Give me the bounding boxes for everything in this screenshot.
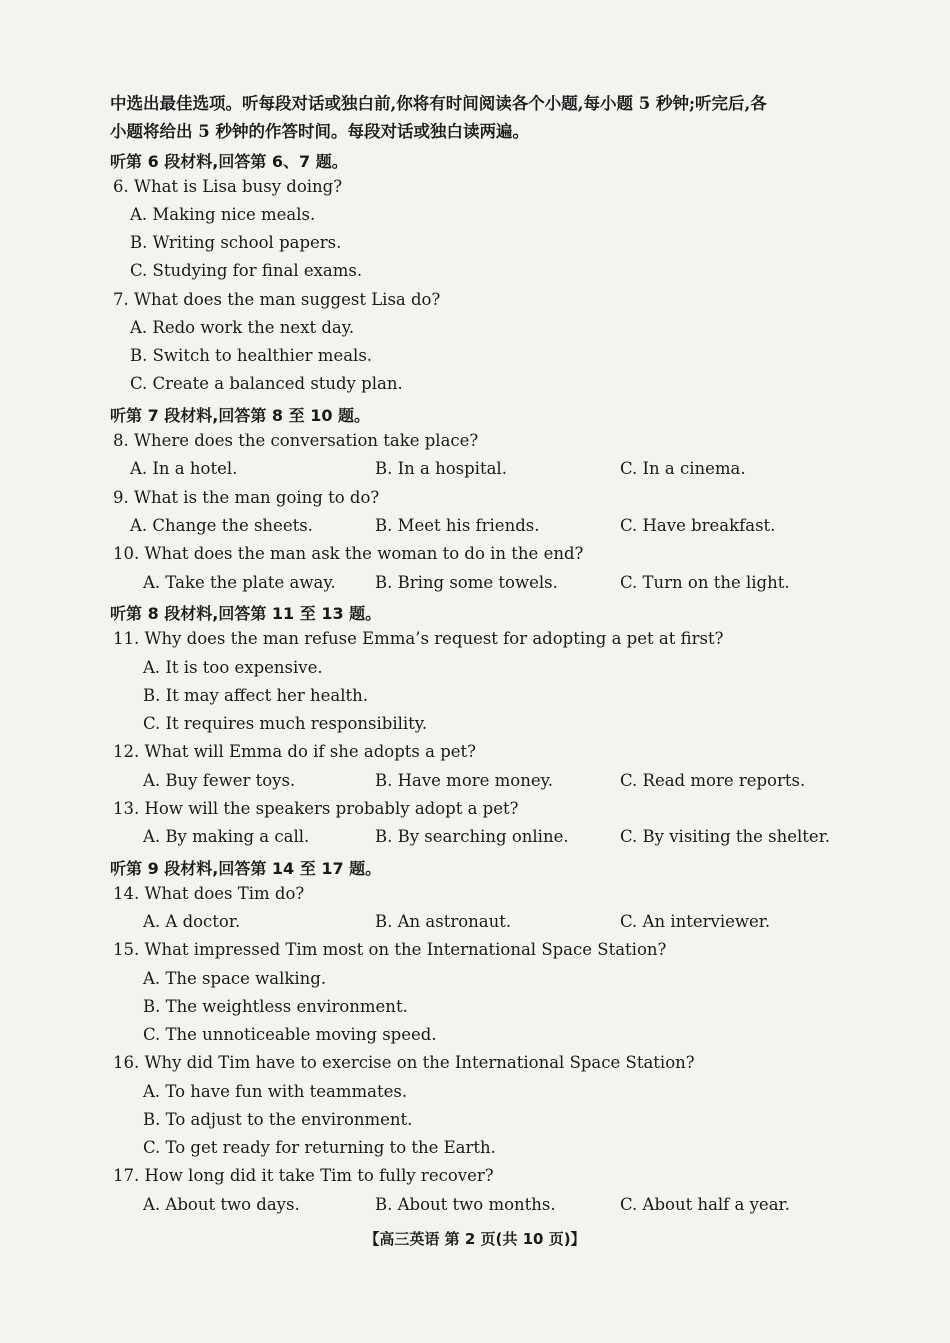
option-9c: C. Have breakfast.: [620, 516, 776, 535]
option-12c: C. Read more reports.: [620, 771, 806, 790]
option-6a: A. Making nice meals.: [130, 205, 316, 224]
instructions-line-2: 小题将给出 5 秒钟的作答时间。每段对话或独白读两遍。: [110, 122, 529, 141]
option-10a: A. Take the plate away.: [143, 573, 336, 592]
option-10c: C. Turn on the light.: [620, 573, 790, 592]
option-17a: A. About two days.: [143, 1195, 300, 1214]
section-header-8: 听第 8 段材料,回答第 11 至 13 题。: [110, 604, 382, 623]
option-15c: C. The unnoticeable moving speed.: [143, 1025, 437, 1044]
option-15b: B. The weightless environment.: [143, 997, 408, 1016]
question-13: 13. How will the speakers probably adopt a pet?: [113, 799, 519, 818]
question-12: 12. What will Emma do if she adopts a pet?: [113, 742, 476, 761]
option-16b: B. To adjust to the environment.: [143, 1110, 413, 1129]
section-header-7: 听第 7 段材料,回答第 8 至 10 题。: [110, 406, 371, 425]
question-17: 17. How long did it take Tim to fully recover?: [113, 1166, 494, 1185]
question-7: 7. What does the man suggest Lisa do?: [113, 290, 441, 309]
option-13c: C. By visiting the shelter.: [620, 827, 831, 846]
option-12b: B. Have more money.: [375, 771, 553, 790]
section-header-9: 听第 9 段材料,回答第 14 至 17 题。: [110, 859, 382, 878]
option-11c: C. It requires much responsibility.: [143, 714, 428, 733]
option-9b: B. Meet his friends.: [375, 516, 540, 535]
option-12a: A. Buy fewer toys.: [143, 771, 296, 790]
page-footer: 【高三英语 第 2 页(共 10 页)】: [364, 1230, 586, 1248]
question-14: 14. What does Tim do?: [113, 884, 305, 903]
question-11: 11. Why does the man refuse Emma’s request for adopting a pet at first?: [113, 629, 724, 648]
instructions: [110, 90, 940, 146]
option-7b: B. Switch to healthier meals.: [130, 346, 373, 365]
option-10b: B. Bring some towels.: [375, 573, 558, 592]
question-16: 16. Why did Tim have to exercise on the International Space Station?: [113, 1053, 695, 1072]
option-6c: C. Studying for final exams.: [130, 261, 363, 280]
instructions-line-1: 中选出最佳选项。听每段对话或独白前,你将有时间阅读各个小题,每小题 5 秒钟;听完后,各: [110, 94, 767, 113]
option-14b: B. An astronaut.: [375, 912, 512, 931]
option-14c: C. An interviewer.: [620, 912, 771, 931]
option-15a: A. The space walking.: [143, 969, 327, 988]
section-header-6: 听第 6 段材料,回答第 6、7 题。: [110, 152, 348, 171]
option-13a: A. By making a call.: [143, 827, 310, 846]
question-8: 8. Where does the conversation take place?: [113, 431, 479, 450]
option-7c: C. Create a balanced study plan.: [130, 374, 403, 393]
option-8c: C. In a cinema.: [620, 459, 746, 478]
option-17b: B. About two months.: [375, 1195, 556, 1214]
question-15: 15. What impressed Tim most on the International Space Station?: [113, 940, 667, 959]
option-14a: A. A doctor.: [143, 912, 241, 931]
option-6b: B. Writing school papers.: [130, 233, 342, 252]
option-8a: A. In a hotel.: [130, 459, 238, 478]
question-9: 9. What is the man going to do?: [113, 488, 380, 507]
option-17c: C. About half a year.: [620, 1195, 790, 1214]
option-9a: A. Change the sheets.: [130, 516, 313, 535]
option-16c: C. To get ready for returning to the Earth.: [143, 1138, 496, 1157]
option-8b: B. In a hospital.: [375, 459, 507, 478]
option-7a: A. Redo work the next day.: [130, 318, 355, 337]
question-10: 10. What does the man ask the woman to do in the end?: [113, 544, 584, 563]
option-11a: A. It is too expensive.: [143, 658, 323, 677]
option-13b: B. By searching online.: [375, 827, 569, 846]
question-6: 6. What is Lisa busy doing?: [113, 177, 343, 196]
option-16a: A. To have fun with teammates.: [143, 1082, 408, 1101]
option-11b: B. It may affect her health.: [143, 686, 369, 705]
